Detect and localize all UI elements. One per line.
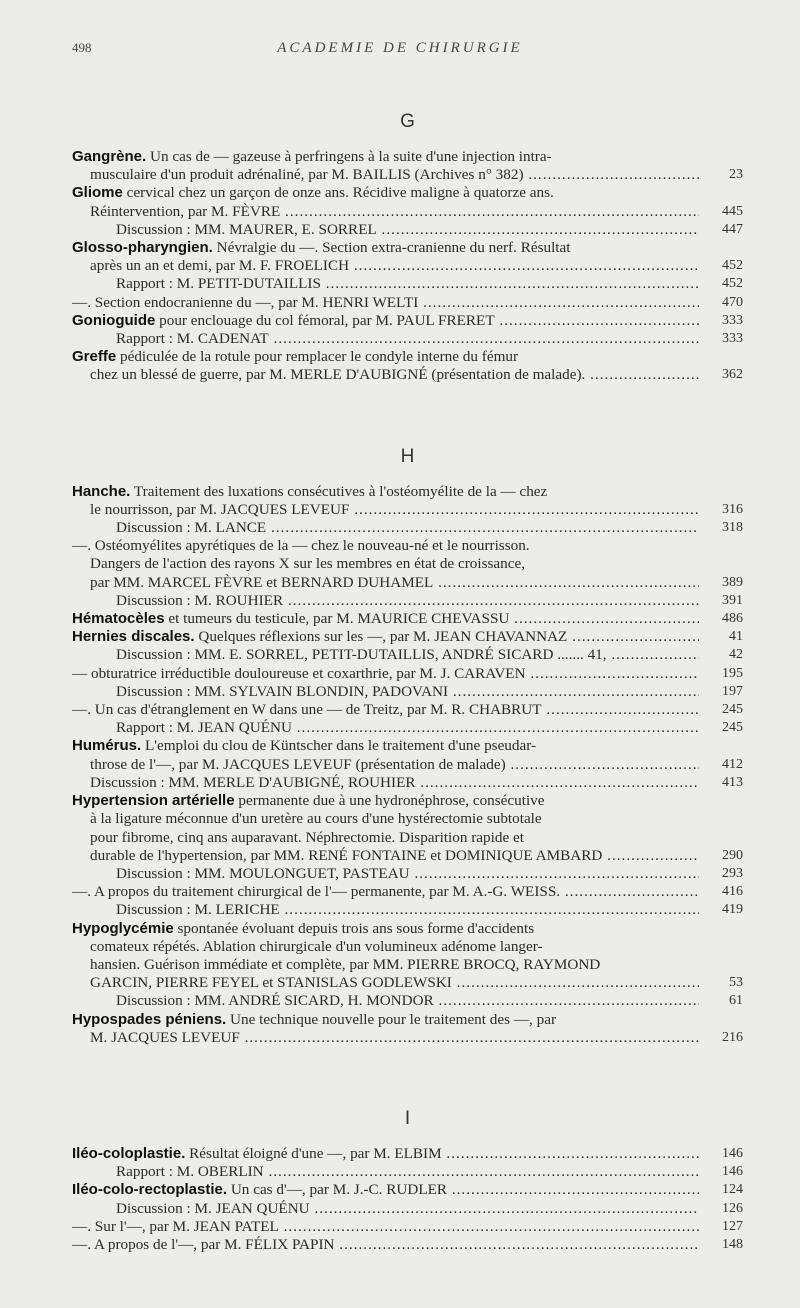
entry-heading: Hernies discales. (72, 628, 195, 646)
page-number: 498 (72, 40, 92, 55)
index-entry (72, 1181, 743, 1199)
page-reference: 146 (722, 1145, 743, 1161)
page-reference: 391 (722, 592, 743, 608)
entry-line (72, 1236, 699, 1254)
index-entry (72, 646, 743, 664)
index-entry (72, 330, 743, 348)
entry-line (72, 756, 699, 774)
page-reference: 486 (722, 611, 743, 627)
entry-line (72, 574, 699, 592)
entry-text: Discussion : MM. E. SORREL, PETIT-DUTAILLIS, ANDRÉ SICARD ....... 41, (116, 646, 607, 664)
entry-text: Discussion : MM. ANDRÉ SICARD, H. MONDOR (116, 992, 434, 1010)
entry-text: —. A propos de l'—, par M. FÉLIX PAPIN (72, 1235, 335, 1253)
entry-text: Réintervention, par M. FÈVRE (90, 202, 281, 220)
entry-text: Discussion : MM. MAURER, E. SORREL (116, 220, 377, 238)
entry-text: Un cas de — gazeuse à perfringens à la suite d'une injection intra- (149, 148, 552, 165)
index-section (72, 439, 743, 1047)
entry-text: à la ligature méconnue d'un uretère au cours d'une hystérectomie subtotale (90, 810, 542, 828)
page-reference: 61 (729, 993, 743, 1009)
entry-text: pour fibrome, cinq ans auparavant. Néphrectomie. Disparition rapide et (90, 828, 524, 846)
entry-text: pédiculée de la rotule pour remplacer le condyle interne du fémur (119, 348, 519, 366)
page-reference: 333 (722, 331, 743, 347)
entry-text: M. JACQUES LEVEUF (90, 1028, 240, 1046)
entry-line (72, 501, 699, 519)
running-header (72, 40, 728, 62)
entry-line (72, 774, 699, 792)
entry-line (72, 665, 699, 683)
entry-line (72, 330, 699, 348)
page-reference: 452 (722, 258, 743, 274)
index-section (72, 104, 743, 385)
entry-heading: Hypoglycémie (72, 919, 174, 937)
entry-line (72, 883, 699, 901)
index-entry (72, 348, 743, 384)
entry-text: Une technique nouvelle pour le traitement des —, par (230, 1010, 557, 1028)
entry-text: Dangers de l'action des rayons X sur les membres en état de croissance, (90, 555, 526, 573)
index-entry (72, 1236, 743, 1254)
entry-text: et tumeurs du testicule, par M. MAURICE CHEVASSU (168, 610, 510, 628)
entry-heading: Hypospades péniens. (72, 1010, 227, 1028)
entry-text: Discussion : M. ROUHIER (116, 591, 284, 609)
entry-text: Discussion : M. LANCE (116, 519, 267, 537)
index-entry (72, 1200, 743, 1218)
entry-text: permanente due à une hydronéphrose, consécutive (238, 792, 545, 810)
entry-line (72, 203, 699, 221)
entry-text: L'emploi du clou de Küntscher dans le traitement d'une pseudar- (144, 737, 537, 755)
entry-heading: Hanche. (72, 482, 131, 500)
index-entry (72, 792, 743, 865)
entry-text: comateux répétés. Ablation chirurgicale d'un volumineux adénome langer- (90, 937, 543, 955)
entry-line (72, 257, 699, 275)
entry-text: Rapport : M. JEAN QUÉNU (116, 719, 292, 737)
page-reference: 447 (722, 221, 743, 237)
page-reference: 197 (722, 683, 743, 699)
page-reference: 42 (729, 647, 743, 663)
entry-line (72, 148, 699, 166)
page-reference: 41 (729, 629, 743, 645)
entry-line (72, 974, 699, 992)
entry-text: Névralgie du —. Section extra-cranienne du nerf. Résultat (216, 239, 571, 257)
index-entry (72, 920, 743, 993)
entry-text: Résultat éloigné d'une —, par M. ELBIM (189, 1144, 442, 1162)
index-entry (72, 992, 743, 1010)
index-entry (72, 737, 743, 773)
entry-line (72, 1163, 699, 1181)
entry-text: —. A propos du traitement chirurgical de l'— permanente, par M. A.-G. WEISS. (72, 883, 561, 901)
page-reference: 124 (722, 1182, 743, 1198)
page-reference: 290 (722, 847, 743, 863)
page-reference: 216 (722, 1029, 743, 1045)
page-reference: 412 (722, 756, 743, 772)
entry-line (72, 1145, 699, 1163)
page-reference: 413 (722, 774, 743, 790)
section-letter: I (404, 1107, 411, 1129)
index-entry (72, 1218, 743, 1236)
index-entry (72, 592, 743, 610)
index-entry (72, 865, 743, 883)
section-letter: H (400, 445, 415, 467)
page-reference: 245 (722, 720, 743, 736)
entry-heading: Iléo-coloplastie. (72, 1144, 186, 1162)
page-reference: 419 (722, 902, 743, 918)
entry-line (72, 1029, 699, 1047)
page-reference: 293 (722, 865, 743, 881)
entry-line (72, 683, 699, 701)
index-entry (72, 1145, 743, 1163)
index-entry (72, 275, 743, 293)
entry-heading: Greffe (72, 348, 117, 366)
page-reference: 470 (722, 294, 743, 310)
index-entry (72, 519, 743, 537)
index-entry (72, 1011, 743, 1047)
entry-line (72, 1011, 699, 1029)
entry-text: spontanée évoluant depuis trois ans sous forme d'accidents (177, 919, 535, 937)
entry-text: Rapport : M. PETIT-DUTAILLIS (116, 275, 321, 293)
page-reference: 127 (722, 1218, 743, 1234)
index-entry (72, 883, 743, 901)
entry-line (72, 992, 699, 1010)
entry-line (72, 1218, 699, 1236)
entry-line (72, 810, 699, 828)
entry-line (72, 847, 699, 865)
entry-text: pour enclouage du col fémoral, par M. PAUL FRERET (159, 311, 495, 329)
entry-text: —. Ostéomyélites apyrétiques de la — chez le nouveau-né et le nourrisson. (72, 537, 530, 555)
entry-line (72, 221, 699, 239)
entry-text: GARCIN, PIERRE FEYEL et STANISLAS GODLEWSKI (90, 974, 452, 992)
entry-line (72, 166, 699, 184)
entry-line (72, 239, 699, 257)
entry-text: Rapport : M. CADENAT (116, 330, 269, 348)
entry-line (72, 537, 699, 555)
page-reference: 389 (722, 574, 743, 590)
index-entry (72, 628, 743, 646)
page-reference: 362 (722, 367, 743, 383)
index-entry (72, 665, 743, 683)
entry-line (72, 348, 699, 366)
section-letter: G (400, 111, 415, 132)
entry-text: Rapport : M. OBERLIN (116, 1163, 264, 1181)
entry-heading: Gangrène. (72, 148, 147, 165)
entry-heading: Glosso-pharyngien. (72, 239, 213, 257)
index-entry (72, 221, 743, 239)
entry-line (72, 519, 699, 537)
index-section (72, 1101, 743, 1254)
entry-line (72, 312, 699, 330)
index-entry (72, 148, 743, 184)
entry-line (72, 483, 699, 501)
index-entry (72, 1163, 743, 1181)
entry-line (72, 1200, 699, 1218)
index-entry (72, 610, 743, 628)
entry-heading: Hématocèles (72, 610, 165, 628)
index-entry (72, 537, 743, 592)
entry-heading: Gonioguide (72, 311, 156, 329)
entry-line (72, 901, 699, 919)
entry-line (72, 737, 699, 755)
index-entry (72, 774, 743, 792)
index-entry (72, 294, 743, 312)
entry-line (72, 1181, 699, 1199)
entry-text: —. Un cas d'étranglement en W dans une — de Treitz, par M. R. CHABRUT (72, 701, 542, 719)
entry-line (72, 920, 699, 938)
index-entry (72, 683, 743, 701)
entry-text: chez un blessé de guerre, par M. MERLE D'AUBIGNÉ (présentation de malade). (90, 366, 586, 384)
index-sections (72, 104, 743, 1308)
entry-heading: Humérus. (72, 737, 142, 755)
entry-text: durable de l'hypertension, par MM. RENÉ FONTAINE et DOMINIQUE AMBARD (90, 846, 603, 864)
entry-text: — obturatrice irréductible douloureuse et coxarthrie, par M. J. CARAVEN (72, 664, 526, 682)
entry-text: Discussion : MM. MOULONGUET, PASTEAU (116, 864, 410, 882)
entry-text: Discussion : MM. MERLE D'AUBIGNÉ, ROUHIER (90, 773, 416, 791)
journal-title: ACADEMIE DE CHIRURGIE (277, 40, 523, 56)
page-reference: 318 (722, 520, 743, 536)
entry-line (72, 646, 699, 664)
entry-line (72, 829, 699, 847)
index-entry (72, 483, 743, 519)
entry-line (72, 184, 699, 202)
index-entry (72, 701, 743, 719)
page-reference: 333 (722, 312, 743, 328)
entry-line (72, 610, 699, 628)
entry-line (72, 938, 699, 956)
entry-text: musculaire d'un produit adrénaliné, par M. BAILLIS (Archives n° 382) (90, 166, 524, 184)
entry-text: Un cas d'—, par M. J.-C. RUDLER (230, 1181, 448, 1199)
entry-line (72, 592, 699, 610)
entry-line (72, 294, 699, 312)
index-entry (72, 184, 743, 220)
entry-heading: Gliome (72, 184, 123, 202)
page-reference: 53 (729, 975, 743, 991)
page-reference: 195 (722, 665, 743, 681)
page-reference: 452 (722, 276, 743, 292)
entry-text: Discussion : M. LERICHE (116, 901, 280, 919)
entry-text: hansien. Guérison immédiate et complète, par MM. PIERRE BROCQ, RAYMOND (90, 955, 601, 973)
page-reference: 316 (722, 501, 743, 517)
entry-text: —. Section endocranienne du —, par M. HENRI WELTI (72, 293, 419, 311)
entry-text: par MM. MARCEL FÈVRE et BERNARD DUHAMEL (90, 573, 434, 591)
entry-line (72, 628, 699, 646)
entry-text: Quelques réflexions sur les —, par M. JEAN CHAVANNAZ (198, 628, 568, 646)
entry-line (72, 865, 699, 883)
index-entry (72, 312, 743, 330)
index-entry (72, 719, 743, 737)
index-entry (72, 239, 743, 275)
page-reference: 146 (722, 1164, 743, 1180)
entry-heading: Hypertension artérielle (72, 792, 235, 810)
entry-text: cervical chez un garçon de onze ans. Récidive maligne à quatorze ans. (126, 184, 554, 202)
page-reference: 148 (722, 1236, 743, 1252)
entry-text: après un an et demi, par M. F. FROELICH (90, 257, 350, 275)
entry-text: throse de l'—, par M. JACQUES LEVEUF (présentation de malade) (90, 755, 506, 773)
entry-line (72, 555, 699, 573)
page-reference: 126 (722, 1200, 743, 1216)
index-entry (72, 901, 743, 919)
entry-line (72, 366, 699, 384)
entry-text: Discussion : M. JEAN QUÉNU (116, 1199, 310, 1217)
entry-heading: Iléo-colo-rectoplastie. (72, 1181, 228, 1199)
entry-text: Traitement des luxations consécutives à l'ostéomyélite de la — chez (133, 482, 548, 500)
page-reference: 245 (722, 702, 743, 718)
entry-text: —. Sur l'—, par M. JEAN PATEL (72, 1217, 279, 1235)
entry-line (72, 792, 699, 810)
entry-text: le nourrisson, par M. JACQUES LEVEUF (90, 500, 350, 518)
entry-line (72, 701, 699, 719)
page-reference: 445 (722, 203, 743, 219)
entry-line (72, 275, 699, 293)
page-reference: 416 (722, 884, 743, 900)
page-reference: 23 (729, 167, 743, 183)
entry-text: Discussion : MM. SYLVAIN BLONDIN, PADOVANI (116, 682, 449, 700)
entry-line (72, 956, 699, 974)
entry-line (72, 719, 699, 737)
